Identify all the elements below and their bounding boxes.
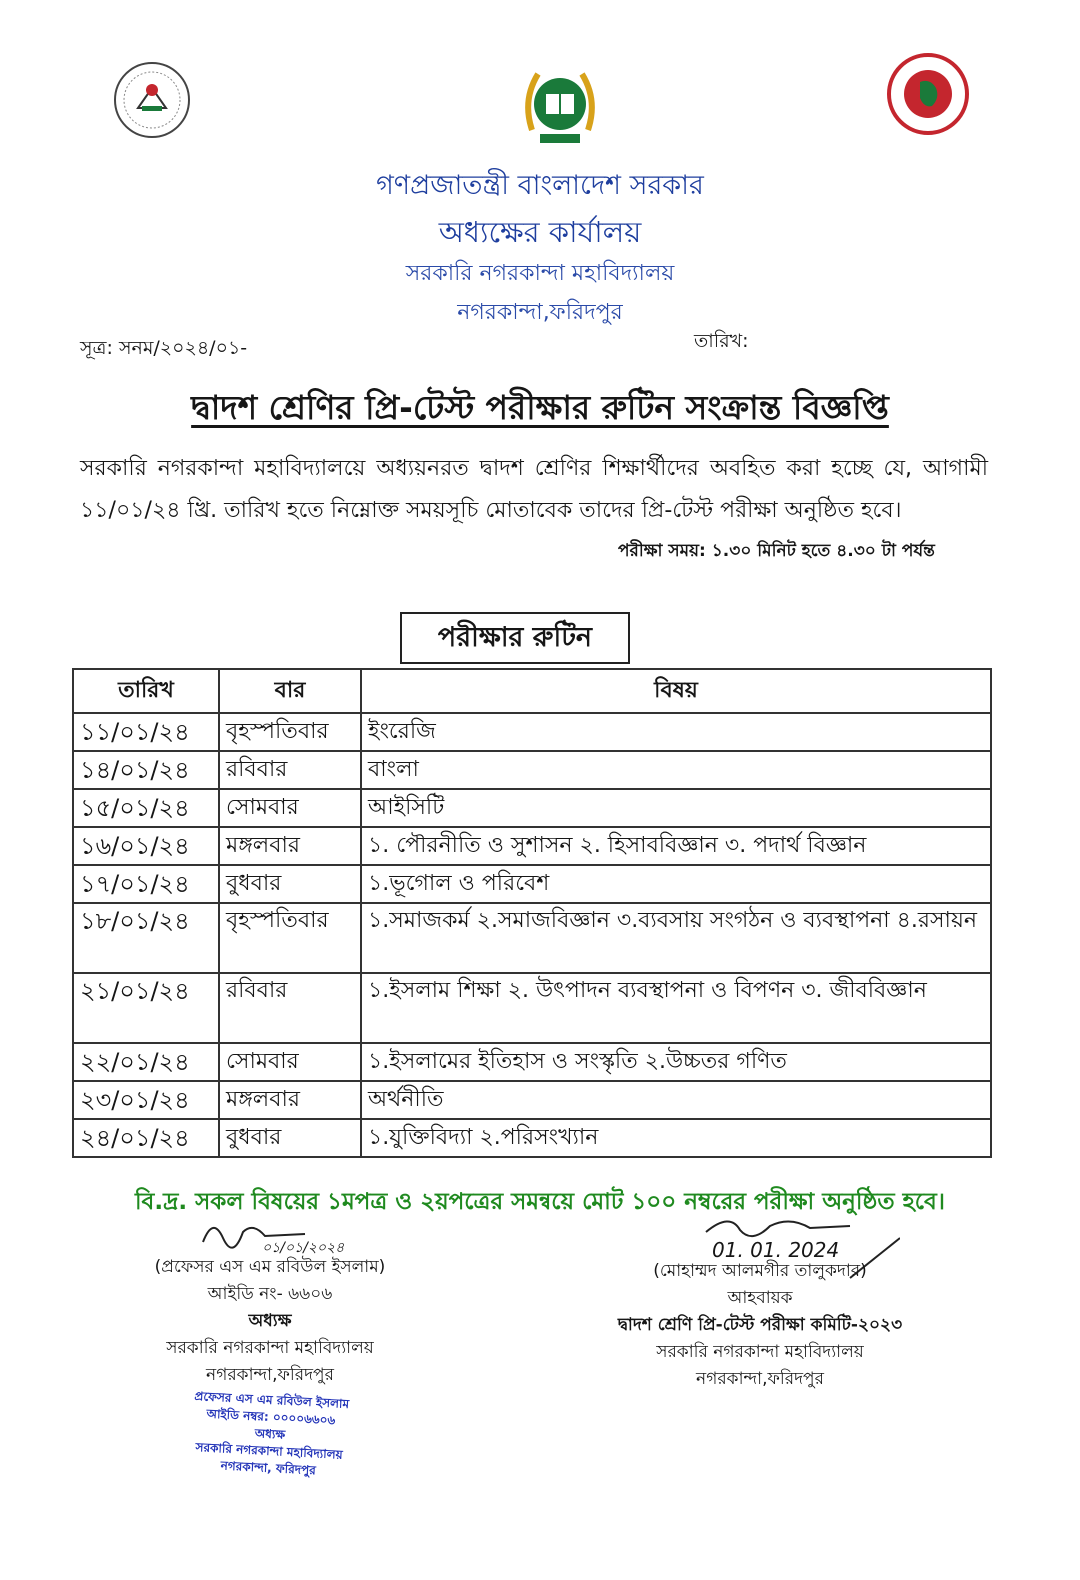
row-day: বুধবার <box>219 865 361 903</box>
college-name: সরকারি নগরকান্দা মহাবিদ্যালয় <box>405 261 675 286</box>
row-date: ১৭/০১/২৪ <box>73 865 219 903</box>
row-subject: ১.ইসলাম শিক্ষা ২. উৎপাদন ব্যবস্থাপনা ও বিপণন ৩. জীববিজ্ঞান <box>361 973 991 1043</box>
row-subject: ইংরেজি <box>361 713 991 751</box>
convener-committee: দ্বাদশ শ্রেণি প্রি-টেস্ট পরীক্ষা কমিটি-২০২৩ <box>617 1315 903 1335</box>
office-title: অধ্যক্ষের কার্যালয় <box>438 215 642 249</box>
footnote: বি.দ্র. সকল বিষয়ের ১মপত্র ও ২য়পত্রের সমন্বয়ে মোট ১০০ নম্বরের পরীক্ষা অনুষ্ঠিত হবে। <box>134 1189 946 1215</box>
stamp-line: নগরকান্দা, ফরিদপুর <box>220 1458 317 1478</box>
header-day: বার <box>219 669 361 713</box>
principal-name: (প্রফেসর এস এম রবিউল ইসলাম) <box>154 1257 386 1277</box>
row-subject: ১. পৌরনীতি ও সুশাসন ২. হিসাববিজ্ঞান ৩. পদার্থ বিজ্ঞান <box>361 827 991 865</box>
convener-block <box>600 1258 920 1393</box>
notice-title: দ্বাদশ শ্রেণির প্রি-টেস্ট পরীক্ষার রুটিন সংক্রান্ত বিজ্ঞপ্তি <box>191 388 889 427</box>
row-date: ১৮/০১/২৪ <box>73 903 219 973</box>
row-subject: ১.যুক্তিবিদ্যা ২.পরিসংখ্যান <box>361 1119 991 1157</box>
row-day: বুধবার <box>219 1119 361 1157</box>
table-row <box>73 973 991 1043</box>
principal-id: আইডি নং- ৬৬০৬ <box>207 1284 333 1304</box>
table-row <box>73 1043 991 1081</box>
table-row <box>73 713 991 751</box>
principal-location: নগরকান্দা,ফরিদপুর <box>206 1365 334 1385</box>
header-subject: বিষয় <box>361 669 991 713</box>
government-seal <box>886 52 970 140</box>
table-row <box>73 1119 991 1157</box>
row-date: ২২/০১/২৪ <box>73 1043 219 1081</box>
row-subject: ১.সমাজকর্ম ২.সমাজবিজ্ঞান ৩.ব্যবসায় সংগঠন ও ব্যবস্থাপনা ৪.রসায়ন <box>361 903 991 973</box>
row-day: মঙ্গলবার <box>219 827 361 865</box>
row-date: ২১/০১/২৪ <box>73 973 219 1043</box>
row-day: মঙ্গলবার <box>219 1081 361 1119</box>
row-day: রবিবার <box>219 751 361 789</box>
row-date: ১৬/০১/২৪ <box>73 827 219 865</box>
row-day: সোমবার <box>219 1043 361 1081</box>
stamp-line: অধ্যক্ষ <box>254 1426 286 1442</box>
college-logo <box>112 60 192 144</box>
row-subject: অর্থনীতি <box>361 1081 991 1119</box>
row-date: ১৪/০১/২৪ <box>73 751 219 789</box>
table-row <box>73 1081 991 1119</box>
table-row <box>73 789 991 827</box>
row-date: ২৪/০১/২৪ <box>73 1119 219 1157</box>
stamp-line: প্রফেসর এস এম রবিউল ইসলাম <box>194 1389 350 1412</box>
exam-time: পরীক্ষা সময়: ১.৩০ মিনিট হতে ৪.৩০ টা পর্যন্ত <box>618 541 935 561</box>
signature-date-left: ০১/০১/২০২৪ <box>262 1240 345 1256</box>
date-label: তারিখ: <box>694 330 749 352</box>
row-day: সোমবার <box>219 789 361 827</box>
table-row <box>73 751 991 789</box>
college-location: নগরকান্দা,ফরিদপুর <box>457 300 623 325</box>
stamp-line: সরকারি নগরকান্দা মহাবিদ্যালয় <box>195 1440 344 1462</box>
convener-institution: সরকারি নগরকান্দা মহাবিদ্যালয় <box>656 1342 864 1362</box>
row-subject: বাংলা <box>361 751 991 789</box>
education-board-logo <box>518 60 602 154</box>
row-day: বৃহস্পতিবার <box>219 713 361 751</box>
routine-table <box>72 668 992 1158</box>
principal-institution: সরকারি নগরকান্দা মহাবিদ্যালয় <box>166 1338 374 1358</box>
convener-location: নগরকান্দা,ফরিদপুর <box>696 1369 824 1389</box>
signature-date-right: 01. 01. 2024 <box>712 1238 840 1262</box>
government-title: গণপ্রজাতন্ত্রী বাংলাদেশ সরকার <box>376 170 704 201</box>
stamp-line: আইডি নম্বর: ০০০০৬৬০৬ <box>206 1406 336 1428</box>
header-date: তারিখ <box>73 669 219 713</box>
memo-reference: সূত্র: সনম/২০২৪/০১- <box>80 337 248 359</box>
table-header-row <box>73 669 991 713</box>
notice-body: সরকারি নগরকান্দা মহাবিদ্যালয়ে অধ্যয়নরত দ্বাদশ শ্রেণির শিক্ষার্থীদের অবহিত করা হচ্ছে যে, আগামী ১১/০১/২৪ খ্রি. তারিখ হতে নিম্নোক্ত সময়সূচি মোতাবেক তাদের প্রি-টেস্ট পরীক্ষা অনুষ্ঠিত হবে। <box>80 456 988 523</box>
routine-heading: পরীক্ষার রুটিন <box>400 612 630 664</box>
principal-designation: অধ্যক্ষ <box>248 1311 292 1331</box>
table-row <box>73 865 991 903</box>
convener-designation: আহবায়ক <box>727 1288 793 1308</box>
table-row <box>73 827 991 865</box>
row-date: ১৫/০১/২৪ <box>73 789 219 827</box>
row-subject: ১.ইসলামের ইতিহাস ও সংস্কৃতি ২.উচ্চতর গণিত <box>361 1043 991 1081</box>
principal-stamp <box>148 1386 392 1483</box>
row-subject: ১.ভূগোল ও পরিবেশ <box>361 865 991 903</box>
row-day: রবিবার <box>219 973 361 1043</box>
principal-block <box>120 1254 420 1389</box>
row-day: বৃহস্পতিবার <box>219 903 361 973</box>
row-subject: আইসিটি <box>361 789 991 827</box>
table-row <box>73 903 991 973</box>
row-date: ১১/০১/২৪ <box>73 713 219 751</box>
row-date: ২৩/০১/২৪ <box>73 1081 219 1119</box>
convener-name: (মোহাম্মদ আলমগীর তালুকদার) <box>653 1261 867 1281</box>
